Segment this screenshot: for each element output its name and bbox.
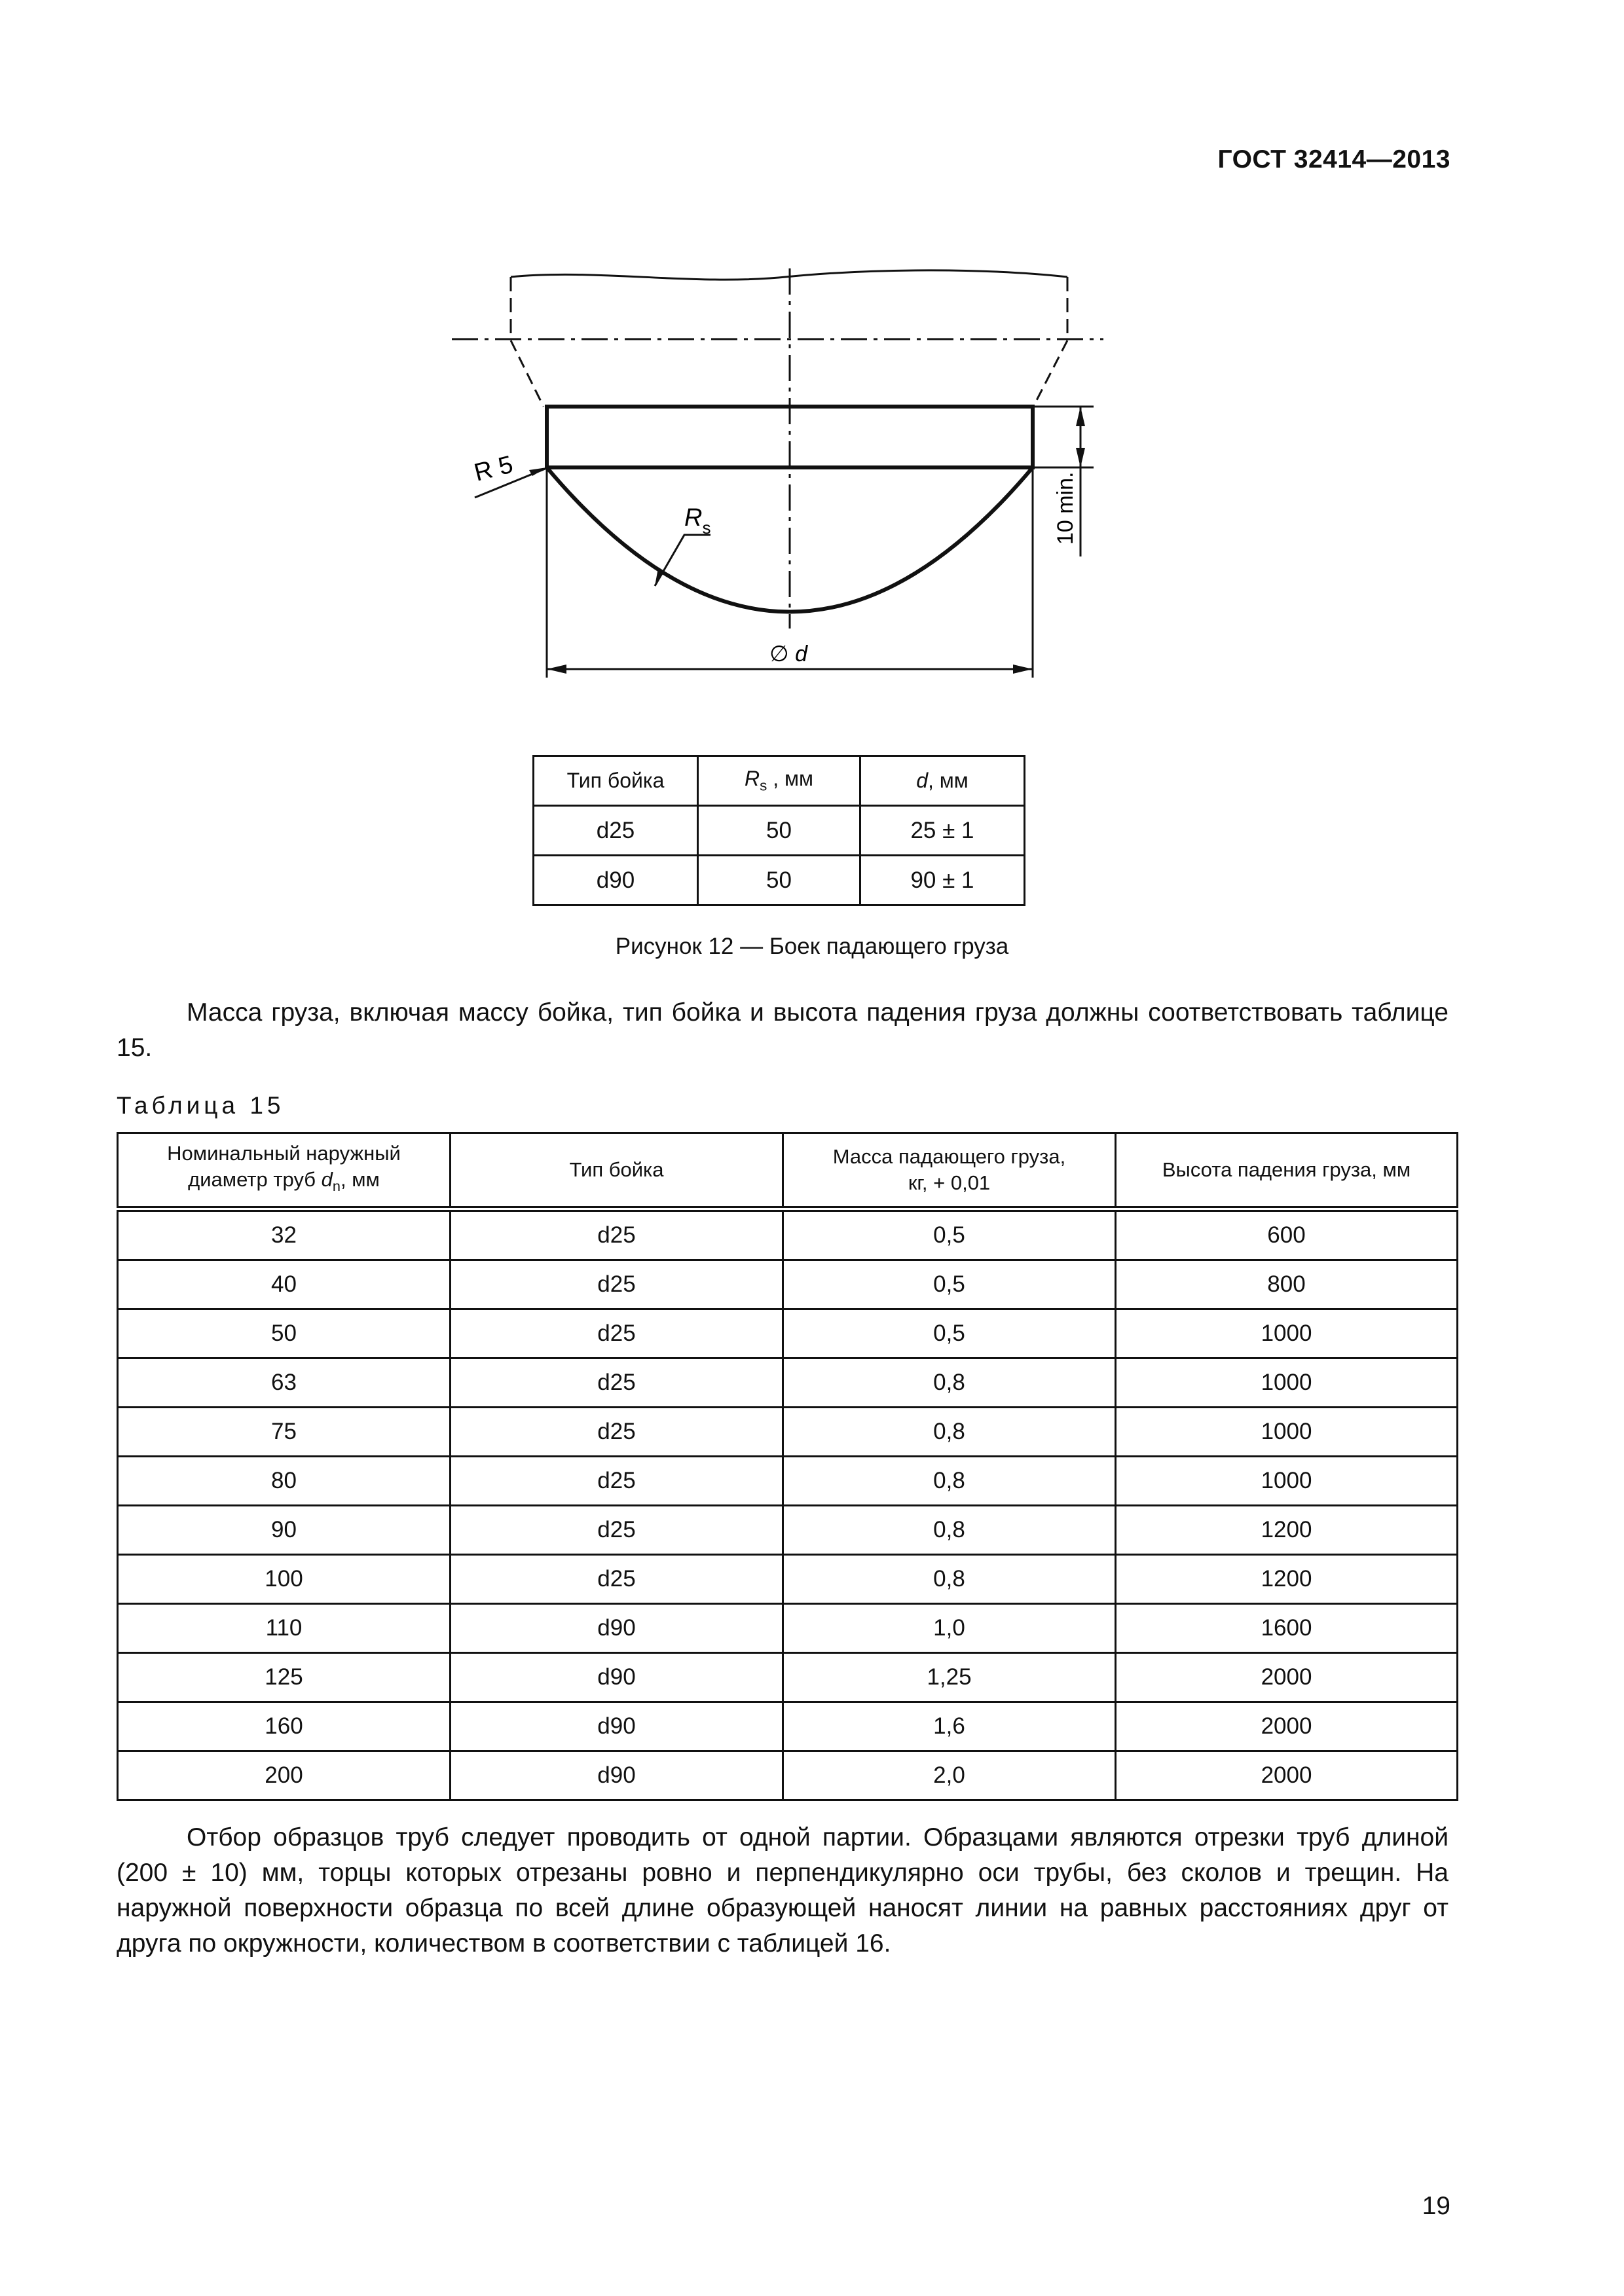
table-cell: 63 [118,1358,451,1408]
header-d: d, мм [860,756,1025,806]
table-cell: 0,5 [783,1260,1116,1309]
table-cell: d90 [534,856,698,905]
table-row [118,1653,1458,1702]
header-striker-type: Тип бойка [534,756,698,806]
table-cell: 1000 [1116,1408,1458,1457]
table-cell: 800 [1116,1260,1458,1309]
table-cell: 200 [118,1751,451,1800]
table-header-row [534,756,1025,806]
figure-caption: Рисунок 12 — Боек падающего груза [615,934,1009,959]
table-cell: 1200 [1116,1506,1458,1555]
table-row [118,1604,1458,1653]
table-row [118,1751,1458,1800]
table-cell: 160 [118,1702,451,1751]
table-cell: 1000 [1116,1309,1458,1358]
table-15 [117,1132,1458,1801]
table-cell: 1000 [1116,1358,1458,1408]
table-cell: d25 [451,1260,783,1309]
header-drop-height: Высота падения груза, мм [1116,1133,1458,1209]
table-cell: 0,8 [783,1408,1116,1457]
table-cell: 1000 [1116,1457,1458,1506]
table-cell: d90 [451,1702,783,1751]
table-row [118,1260,1458,1309]
table-cell: 0,8 [783,1555,1116,1604]
taper-left [511,340,544,407]
table-label: Таблица 15 [117,1092,285,1119]
table-cell: d90 [451,1604,783,1653]
table-cell: 40 [118,1260,451,1309]
header-weight-mass: Масса падающего груза, кг, + 0,01 [783,1133,1116,1209]
table-cell: 1200 [1116,1555,1458,1604]
table-cell: 50 [698,806,860,856]
table-cell: 0,5 [783,1309,1116,1358]
table-header-row [118,1133,1458,1209]
table-cell: 125 [118,1653,451,1702]
table-cell: d25 [451,1506,783,1555]
table-body [118,1209,1458,1800]
header-rs: $R_s$ , мм [698,756,860,806]
table-cell: 25 ± 1 [860,806,1025,856]
table-cell: 1,25 [783,1653,1116,1702]
ten-min-label: 10 min. [1053,471,1078,545]
table-cell: d25 [451,1457,783,1506]
header-pipe-diameter: Номинальный наружный диаметр труб $d_n$, мм [118,1133,451,1209]
table-cell: 1600 [1116,1604,1458,1653]
table-row [118,1408,1458,1457]
table-cell: d90 [451,1653,783,1702]
table-cell: 2,0 [783,1751,1116,1800]
table-cell: 1,6 [783,1702,1116,1751]
table-cell: d25 [451,1309,783,1358]
table-row [118,1358,1458,1408]
diameter-label: ∅ d [769,642,807,666]
table-row [118,1309,1458,1358]
table-cell: d25 [451,1358,783,1408]
table-cell: 0,8 [783,1506,1116,1555]
striker-dimensions-table [532,755,1025,906]
table-row [534,806,1025,856]
table-cell: 2000 [1116,1653,1458,1702]
table-cell: 50 [698,856,860,905]
table-cell: d25 [534,806,698,856]
table-row [118,1457,1458,1506]
table-row [118,1555,1458,1604]
table-cell: d25 [451,1408,783,1457]
header-striker-type: Тип бойка [451,1133,783,1209]
table-row [118,1209,1458,1260]
table-cell: 32 [118,1209,451,1260]
table-cell: 100 [118,1555,451,1604]
table-row [534,856,1025,905]
table-cell: 90 [118,1506,451,1555]
table-cell: 0,5 [783,1209,1116,1260]
document-code: ГОСТ 32414—2013 [1217,145,1450,173]
table-cell: 110 [118,1604,451,1653]
table-cell: 2000 [1116,1702,1458,1751]
table-cell: 1,0 [783,1604,1116,1653]
table-cell: 600 [1116,1209,1458,1260]
table-row [118,1506,1458,1555]
rs-label: $R_s$ [684,504,711,538]
paragraph-sampling: Отбор образцов труб следует проводить от одной партии. Образцами являются отрезки труб длиной (200 ± 10) мм, торцы которых отрезаны ровно и перпендикулярно оси трубы, без сколов и трещин. На наружной поверхности образца по всей длине образующей наносят линии на равных расстояниях друг от друга по окружности, количеством в соответствии с таблицей 16. [117,1823,1449,1958]
rs-leader [655,535,710,586]
table-cell: d25 [451,1209,783,1260]
table-cell: 2000 [1116,1751,1458,1800]
table-cell: 75 [118,1408,451,1457]
table-cell: 0,8 [783,1358,1116,1408]
table-cell: 80 [118,1457,451,1506]
striker-drawing [432,252,1185,697]
table-cell: 50 [118,1309,451,1358]
table-cell: d25 [451,1555,783,1604]
page-number: 19 [1422,2192,1450,2220]
r5-label: R 5 [471,450,516,487]
table-row [118,1702,1458,1751]
table-cell: d90 [451,1751,783,1800]
table-cell: 0,8 [783,1457,1116,1506]
taper-right [1033,340,1067,407]
paragraph-mass: Масса груза, включая массу бойка, тип бойка и высота падения груза должны соответствовать таблице 15. [117,998,1449,1062]
table-cell: 90 ± 1 [860,856,1025,905]
